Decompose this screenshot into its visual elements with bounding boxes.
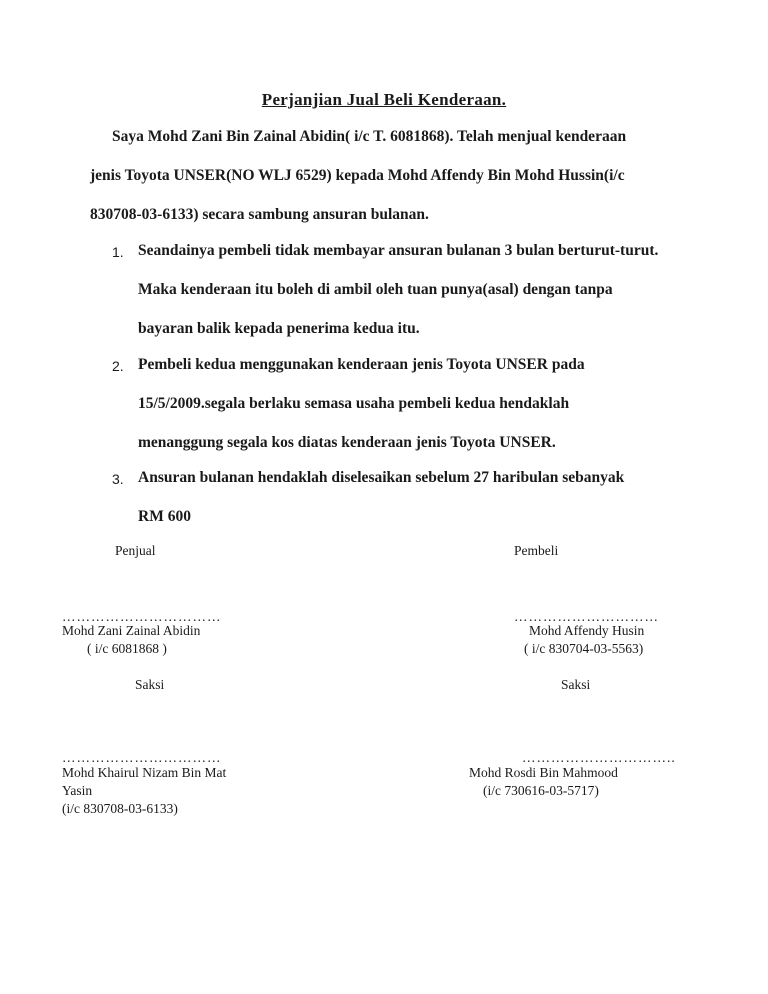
witness-left-role-label: Saksi bbox=[135, 677, 165, 692]
intro-line-1: Saya Mohd Zani Bin Zainal Abidin( i/c T. 6081868). Telah menjual kenderaan bbox=[112, 128, 627, 145]
item-3-line-2: RM 600 bbox=[138, 508, 191, 525]
witness-left-name-line-1: Mohd Khairul Nizam Bin Mat bbox=[62, 765, 227, 780]
witness-right-signature-line: ………………………….. bbox=[522, 750, 676, 765]
buyer-role-label: Pembeli bbox=[514, 543, 559, 558]
buyer-signature-line: ………………………… bbox=[514, 609, 659, 624]
seller-signature-line: …………………………… bbox=[62, 609, 222, 624]
buyer-ic: ( i/c 830704-03-5563) bbox=[524, 641, 644, 656]
item-2-line-2: 15/5/2009.segala berlaku semasa usaha pembeli kedua hendaklah bbox=[138, 395, 570, 412]
item-2-line-1: Pembeli kedua menggunakan kenderaan jenis Toyota UNSER pada bbox=[138, 356, 585, 373]
item-number-2: 2. bbox=[112, 358, 124, 374]
intro-line-3: 830708-03-6133) secara sambung ansuran bulanan. bbox=[90, 206, 429, 223]
witness-right-name: Mohd Rosdi Bin Mahmood bbox=[469, 765, 618, 780]
witness-right-ic: (i/c 730616-03-5717) bbox=[483, 783, 599, 798]
witness-right-role-label: Saksi bbox=[561, 677, 591, 692]
witness-left-signature-line: …………………………… bbox=[62, 750, 222, 765]
item-1-line-2: Maka kenderaan itu boleh di ambil oleh tuan punya(asal) dengan tanpa bbox=[138, 281, 613, 298]
item-number-1: 1. bbox=[112, 244, 124, 260]
item-2-line-3: menanggung segala kos diatas kenderaan jenis Toyota UNSER. bbox=[138, 434, 556, 451]
intro-line-2: jenis Toyota UNSER(NO WLJ 6529) kepada Mohd Affendy Bin Mohd Hussin(i/c bbox=[90, 167, 625, 184]
item-3-line-1: Ansuran bulanan hendaklah diselesaikan sebelum 27 haribulan sebanyak bbox=[138, 469, 625, 486]
witness-left-ic: (i/c 830708-03-6133) bbox=[62, 801, 178, 816]
item-1-line-1: Seandainya pembeli tidak membayar ansuran bulanan 3 bulan berturut-turut. bbox=[138, 242, 659, 259]
item-1-line-3: bayaran balik kepada penerima kedua itu. bbox=[138, 320, 420, 337]
seller-role-label: Penjual bbox=[115, 543, 156, 558]
seller-name: Mohd Zani Zainal Abidin bbox=[62, 623, 201, 638]
buyer-name: Mohd Affendy Husin bbox=[529, 623, 645, 638]
witness-left-name-line-2: Yasin bbox=[62, 783, 93, 798]
seller-ic: ( i/c 6081868 ) bbox=[87, 641, 167, 656]
document-title: Perjanjian Jual Beli Kenderaan. bbox=[261, 90, 507, 109]
item-number-3: 3. bbox=[112, 471, 124, 487]
